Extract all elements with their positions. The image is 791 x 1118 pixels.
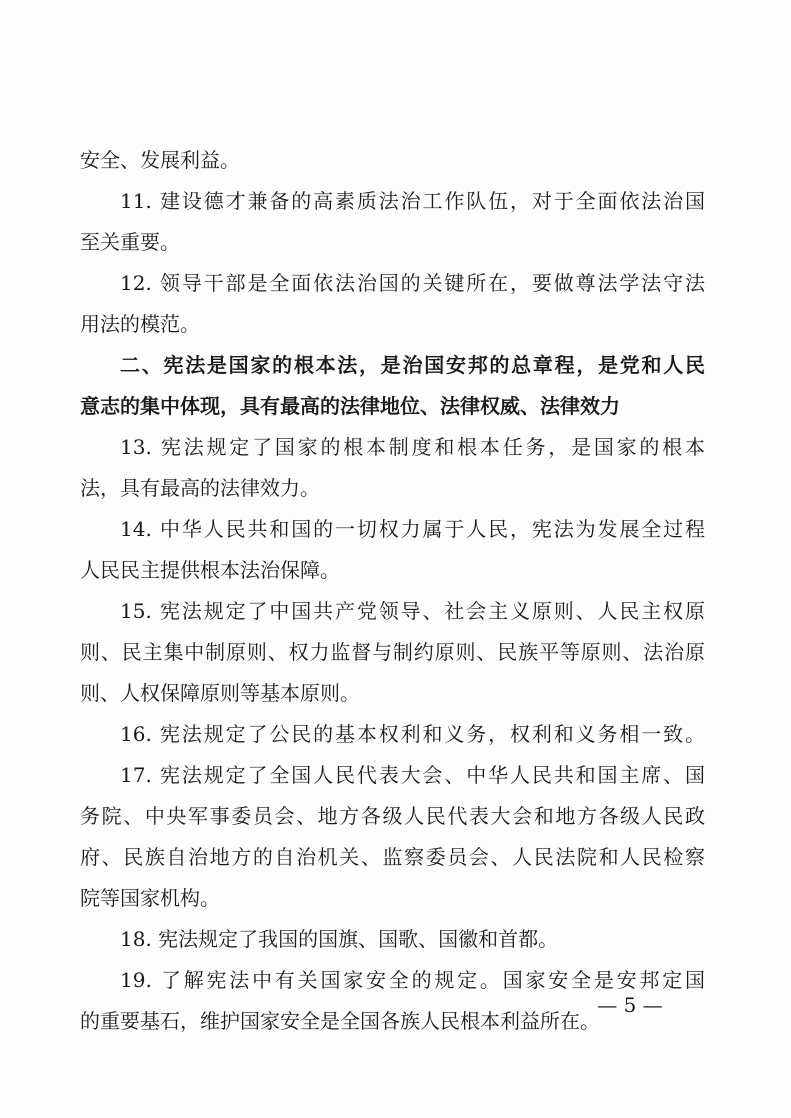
text-line: 19. 了解宪法中有关国家安全的规定。国家安全是安邦定国: [120, 968, 705, 992]
text-line: 的重要基石，维护国家安全是全国各族人民根本利益所在。: [80, 1009, 600, 1033]
text-line: 法，具有最高的法律效力。: [80, 476, 320, 500]
text-line: 务院、中央军事委员会、地方各级人民代表大会和地方各级人民政: [80, 804, 705, 828]
text-line: 则、人权保障原则等基本原则。: [80, 681, 360, 705]
text-line: 18. 宪法规定了我国的国旗、国歌、国徽和首都。: [120, 927, 559, 951]
paragraph-12: [80, 263, 705, 345]
paragraph-18: [80, 919, 705, 960]
section-heading-2: [80, 345, 705, 427]
text-line: 人民民主提供根本法治保障。: [80, 558, 340, 582]
text-line: 至关重要。: [80, 230, 180, 254]
text-line: 17. 宪法规定了全国人民代表大会、中华人民共和国主席、国: [120, 763, 705, 787]
text-line: 14. 中华人民共和国的一切权力属于人民，宪法为发展全过程: [120, 517, 705, 541]
text-line: 则、民主集中制原则、权力监督与制约原则、民族平等原则、法治原: [80, 640, 705, 664]
paragraph-16: [80, 714, 705, 755]
paragraph-11: [80, 181, 705, 263]
text-line: 12. 领导干部是全面依法治国的关键所在，要做尊法学法守法: [120, 271, 705, 295]
text-line: 15. 宪法规定了中国共产党领导、社会主义原则、人民主权原: [120, 599, 705, 623]
text-line: 院等国家机构。: [80, 886, 220, 910]
paragraph-13: [80, 427, 705, 509]
text-line: 13. 宪法规定了国家的根本制度和根本任务，是国家的根本: [120, 435, 705, 459]
text-line: 府、民族自治地方的自治机关、监察委员会、人民法院和人民检察: [80, 845, 705, 869]
page-number: — 5 —: [597, 993, 663, 1017]
text-line: 用法的模范。: [80, 312, 200, 336]
heading-line: 意志的集中体现，具有最高的法律地位、法律权威、法律效力: [80, 394, 620, 418]
text-line: 11. 建设德才兼备的高素质法治工作队伍，对于全面依法治国: [120, 189, 705, 213]
paragraph-17: [80, 755, 705, 919]
heading-line: 二、宪法是国家的根本法，是治国安邦的总章程，是党和人民: [120, 353, 705, 377]
paragraph-14: [80, 509, 705, 591]
document-body: [80, 140, 705, 1042]
text-line: 安全、发展利益。: [80, 148, 240, 172]
paragraph-15: [80, 591, 705, 714]
text-line: 16. 宪法规定了公民的基本权利和义务，权利和义务相一致。: [120, 722, 705, 746]
paragraph-10-continued: [80, 140, 705, 181]
